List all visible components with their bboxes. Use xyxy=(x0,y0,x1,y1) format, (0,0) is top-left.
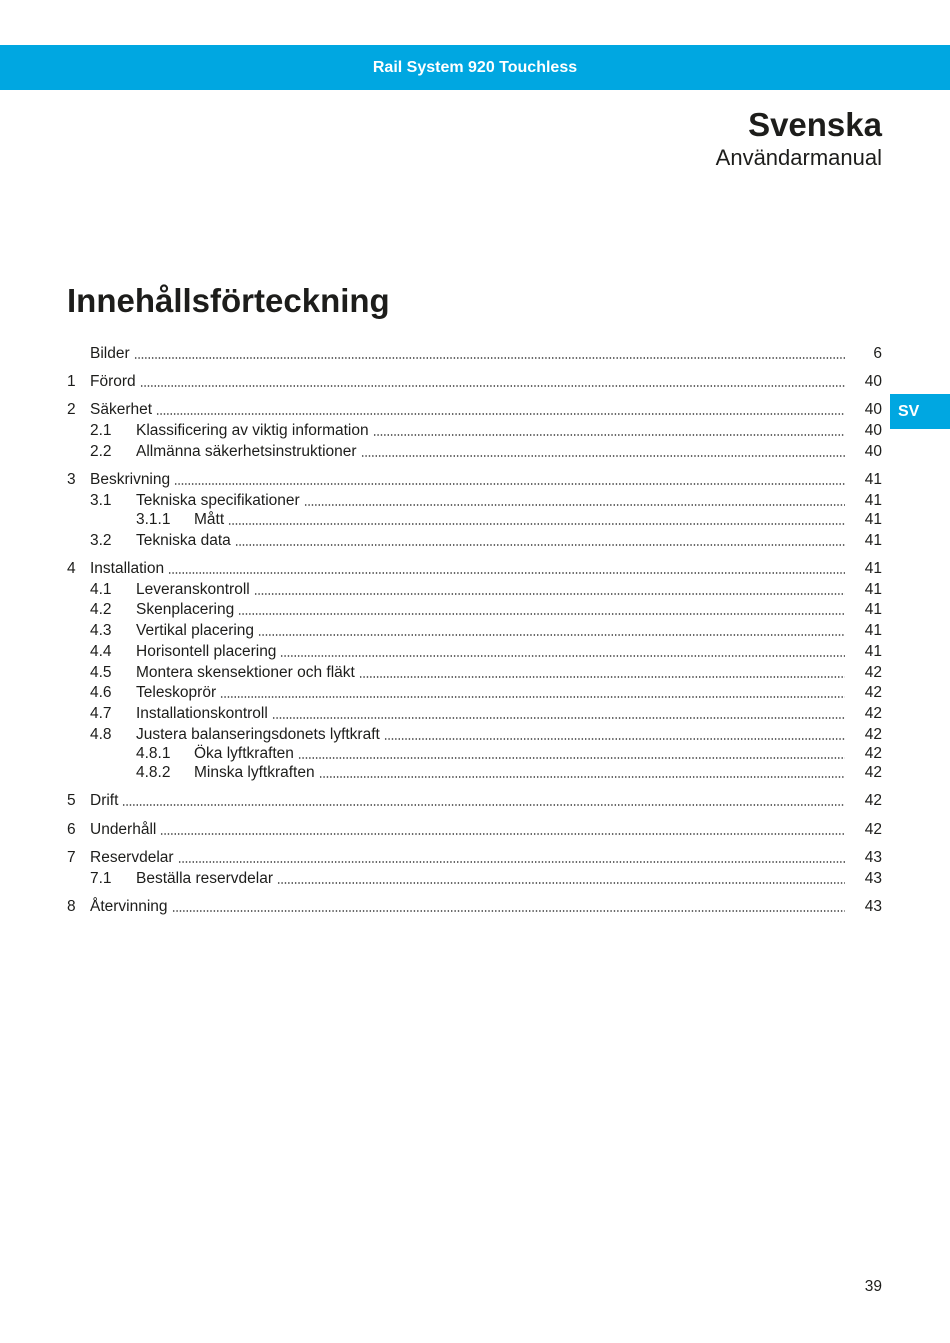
toc-entry-title: Beställa reservdelar xyxy=(136,870,273,887)
toc-entry-page: 41 xyxy=(864,471,882,488)
toc-entry-page: 41 xyxy=(864,643,882,660)
toc-entry-page: 41 xyxy=(864,560,882,577)
toc-entry-title: Säkerhet xyxy=(90,401,153,418)
toc-entry-title: Reservdelar xyxy=(90,849,174,866)
dot-leader xyxy=(178,861,845,863)
toc-entry[interactable] xyxy=(0,621,950,641)
toc-entry[interactable] xyxy=(0,848,950,868)
toc-entry-number: 3.2 xyxy=(90,532,112,549)
toc-entry[interactable] xyxy=(0,763,950,783)
header-band xyxy=(0,45,950,90)
toc-entry-page: 40 xyxy=(864,443,882,460)
toc-entry[interactable] xyxy=(0,642,950,662)
toc-entry[interactable] xyxy=(0,344,950,364)
toc-entry-title: Öka lyftkraften xyxy=(194,745,294,762)
dot-leader xyxy=(319,776,845,778)
dot-leader xyxy=(373,434,845,436)
toc-entry-number: 4.5 xyxy=(90,664,112,681)
toc-entry-title: Tekniska specifikationer xyxy=(136,492,300,509)
toc-entry-page: 42 xyxy=(864,745,882,762)
dot-leader xyxy=(359,676,845,678)
toc-entry[interactable] xyxy=(0,580,950,600)
toc-entry-number: 3.1.1 xyxy=(136,511,171,528)
toc-entry-number: 7.1 xyxy=(90,870,112,887)
toc-entry-title: Tekniska data xyxy=(136,532,231,549)
toc-entry-page: 41 xyxy=(864,622,882,639)
toc-entry-page: 40 xyxy=(864,422,882,439)
dot-leader xyxy=(168,572,845,574)
dot-leader xyxy=(384,738,845,740)
toc-entry-page: 43 xyxy=(864,870,882,887)
dot-leader xyxy=(361,455,845,457)
toc-entry-title: Montera skensektioner och fläkt xyxy=(136,664,355,681)
dot-leader xyxy=(134,357,845,359)
toc-entry[interactable] xyxy=(0,400,950,420)
toc-entry-title: Leveranskontroll xyxy=(136,581,250,598)
toc-entry[interactable] xyxy=(0,869,950,889)
toc-entry-page: 41 xyxy=(864,581,882,598)
page-number: 39 xyxy=(864,1278,882,1295)
toc-entry-title: Teleskoprör xyxy=(136,684,217,701)
toc-entry-number: 4.6 xyxy=(90,684,112,701)
toc-entry[interactable] xyxy=(0,531,950,551)
toc-entry-number: 3.1 xyxy=(90,492,112,509)
toc-entry-page: 42 xyxy=(864,821,882,838)
dot-leader xyxy=(304,504,845,506)
toc-entry[interactable] xyxy=(0,510,950,530)
dot-leader xyxy=(238,613,845,615)
toc-entry-number: 8 xyxy=(67,898,76,915)
toc-entry-number: 4.7 xyxy=(90,705,112,722)
toc-entry-page: 42 xyxy=(864,792,882,809)
toc-entry-title: Drift xyxy=(90,792,119,809)
dot-leader xyxy=(298,757,845,759)
toc-entry-page: 40 xyxy=(864,373,882,390)
toc-entry-title: Minska lyftkraften xyxy=(194,764,315,781)
toc-entry[interactable] xyxy=(0,791,950,811)
dot-leader xyxy=(220,696,845,698)
toc-entry-page: 42 xyxy=(864,684,882,701)
toc-entry-number: 7 xyxy=(67,849,76,866)
dot-leader xyxy=(122,804,845,806)
toc-entry-title: Återvinning xyxy=(90,898,168,915)
toc-entry-title: Vertikal placering xyxy=(136,622,255,639)
toc-entry-title: Beskrivning xyxy=(90,471,171,488)
toc-entry-page: 41 xyxy=(864,511,882,528)
toc-entry-page: 40 xyxy=(864,401,882,418)
dot-leader xyxy=(140,385,845,387)
toc-entry-title: Installation xyxy=(90,560,165,577)
toc-entry-number: 6 xyxy=(67,821,76,838)
toc-entry-page: 42 xyxy=(864,764,882,781)
toc-entry-page: 6 xyxy=(873,345,882,362)
toc-entry-page: 41 xyxy=(864,532,882,549)
toc-entry-page: 42 xyxy=(864,664,882,681)
dot-leader xyxy=(235,544,845,546)
toc-entry-number: 3 xyxy=(67,471,76,488)
toc-entry-number: 2.2 xyxy=(90,443,112,460)
toc-entry-page: 41 xyxy=(864,492,882,509)
toc-heading: Innehållsförteckning xyxy=(67,282,390,319)
toc-entry[interactable] xyxy=(0,683,950,703)
toc-entry-number: 4.8.1 xyxy=(136,745,171,762)
toc-entry-number: 5 xyxy=(67,792,76,809)
toc-entry-page: 43 xyxy=(864,849,882,866)
language-tab-label: SV xyxy=(898,403,920,420)
toc-entry[interactable] xyxy=(0,470,950,490)
toc-entry[interactable] xyxy=(0,421,950,441)
toc-entry-title: Installationskontroll xyxy=(136,705,268,722)
toc-entry-title: Justera balanseringsdonets lyftkraft xyxy=(136,726,380,743)
toc-entry-number: 4.8.2 xyxy=(136,764,171,781)
document-title: Rail System 920 Touchless xyxy=(372,59,578,76)
dot-leader xyxy=(172,910,845,912)
toc-entry-title: Mått xyxy=(194,511,225,528)
toc-entry-title: Horisontell placering xyxy=(136,643,277,660)
toc-entry-page: 42 xyxy=(864,705,882,722)
dot-leader xyxy=(277,882,845,884)
dot-leader xyxy=(156,413,845,415)
toc-entry-title: Allmänna säkerhetsinstruktioner xyxy=(136,443,357,460)
dot-leader xyxy=(174,483,845,485)
toc-entry-number: 4.4 xyxy=(90,643,112,660)
toc-entry-title: Förord xyxy=(90,373,136,390)
toc-entry-number: 4.3 xyxy=(90,622,112,639)
toc-entry[interactable] xyxy=(0,491,950,511)
dot-leader xyxy=(272,717,845,719)
dot-leader xyxy=(160,833,845,835)
toc-entry[interactable] xyxy=(0,820,950,840)
toc-entry-number: 2 xyxy=(67,401,76,418)
toc-entry-page: 43 xyxy=(864,898,882,915)
toc-entry-page: 42 xyxy=(864,726,882,743)
dot-leader xyxy=(228,523,845,525)
toc-entry-title: Klassificering av viktig information xyxy=(136,422,369,439)
toc-entry[interactable] xyxy=(0,442,950,462)
toc-entry[interactable] xyxy=(0,663,950,683)
toc-entry-number: 4.1 xyxy=(90,581,112,598)
toc-entry[interactable] xyxy=(0,725,950,745)
toc-entry[interactable] xyxy=(0,372,950,392)
toc-entry[interactable] xyxy=(0,559,950,579)
manual-subtitle: Användarmanual xyxy=(715,145,882,170)
language-title: Svenska xyxy=(748,106,882,143)
dot-leader xyxy=(258,634,845,636)
toc-entry[interactable] xyxy=(0,744,950,764)
toc-entry-number: 4 xyxy=(67,560,76,577)
toc-entry[interactable] xyxy=(0,704,950,724)
toc-entry-number: 4.2 xyxy=(90,601,112,618)
toc-entry-number: 4.8 xyxy=(90,726,112,743)
toc-entry-title: Underhåll xyxy=(90,821,157,838)
toc-entry-page: 41 xyxy=(864,601,882,618)
toc-entry-number: 2.1 xyxy=(90,422,112,439)
toc-entry-title: Skenplacering xyxy=(136,601,235,618)
dot-leader xyxy=(280,655,845,657)
toc-entry[interactable] xyxy=(0,600,950,620)
dot-leader xyxy=(254,593,845,595)
toc-entry-title: Bilder xyxy=(90,345,130,362)
toc-entry[interactable] xyxy=(0,897,950,917)
toc-entry-number: 1 xyxy=(67,373,76,390)
